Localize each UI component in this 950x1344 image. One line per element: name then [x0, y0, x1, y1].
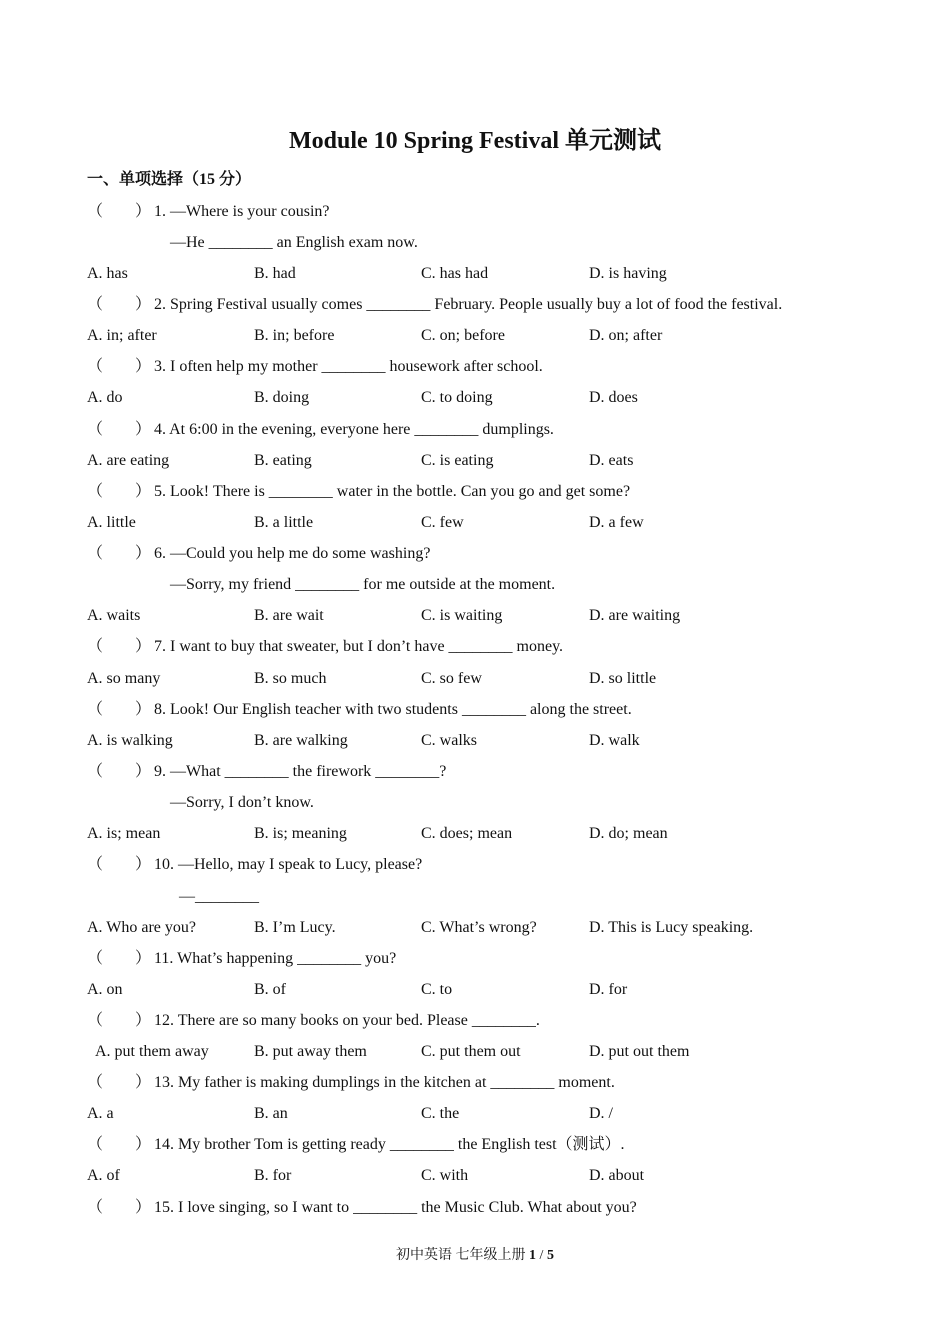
option-a: A. waits [87, 607, 141, 624]
page-title: Module 10 Spring Festival 单元测试 [288, 128, 661, 154]
answer-blank: （ ） [87, 545, 152, 562]
option-c: C. is eating [421, 452, 494, 469]
option-d: D. is having [589, 265, 667, 282]
option-b: B. are walking [254, 732, 348, 749]
answer-blank: （ ） [87, 1012, 152, 1029]
option-a: A. are eating [87, 452, 170, 469]
option-a: A. on [87, 981, 123, 998]
question-stem: 10. —Hello, may I speak to Lucy, please? [154, 856, 423, 873]
question-13 [87, 1072, 615, 1094]
option-a: A. do [87, 389, 123, 406]
question-6-follow: —Sorry, my friend ________ for me outside at the moment. [170, 576, 556, 593]
option-c: C. so few [421, 670, 482, 687]
question-14 [87, 1134, 625, 1156]
question-stem: 4. At 6:00 in the evening, everyone here ________ dumplings. [154, 421, 554, 438]
question-stem: 2. Spring Festival usually comes ________ February. People usually buy a lot of food the festival. [154, 296, 783, 313]
option-d: D. put out them [589, 1043, 690, 1060]
option-a: A. has [87, 265, 128, 282]
question-stem: 1. —Where is your cousin? [154, 203, 330, 220]
option-c: C. to [421, 981, 453, 998]
question-10 [87, 854, 422, 876]
option-a: A. Who are you? [87, 919, 196, 936]
option-a: A. put them away [95, 1043, 209, 1060]
answer-blank: （ ） [87, 856, 152, 873]
question-stem: 6. —Could you help me do some washing? [154, 545, 431, 562]
option-b: B. had [254, 265, 296, 282]
question-stem: 15. I love singing, so I want to ________ the Music Club. What about you? [154, 1199, 637, 1216]
option-c: C. does; mean [421, 825, 513, 842]
question-6 [87, 543, 430, 565]
option-b: B. for [254, 1167, 292, 1184]
option-c: C. has had [421, 265, 489, 282]
option-d: D. on; after [589, 327, 663, 344]
answer-blank: （ ） [87, 296, 152, 313]
question-stem: 12. There are so many books on your bed. Please ________. [154, 1012, 540, 1029]
page-separator: / [539, 1248, 544, 1263]
page-number: 1 [529, 1248, 537, 1263]
option-d: D. do; mean [589, 825, 668, 842]
question-3 [87, 356, 543, 378]
option-c: C. to doing [421, 389, 493, 406]
option-d: D. does [589, 389, 638, 406]
question-stem: 7. I want to buy that sweater, but I don’t have ________ money. [154, 638, 564, 655]
question-stem: 3. I often help my mother ________ housework after school. [154, 358, 543, 375]
option-b: B. so much [254, 670, 327, 687]
question-4 [87, 419, 554, 441]
answer-blank: （ ） [87, 1136, 152, 1153]
option-d: D. / [589, 1105, 613, 1122]
option-b: B. is; meaning [254, 825, 347, 842]
footer-text: 初中英语 七年级上册 [396, 1248, 526, 1263]
option-c: C. with [421, 1167, 469, 1184]
answer-blank: （ ） [87, 1199, 152, 1216]
question-stem: 14. My brother Tom is getting ready ________ the English test（测试）. [154, 1136, 625, 1153]
option-b: B. an [254, 1105, 288, 1122]
question-1-follow: —He ________ an English exam now. [170, 234, 418, 251]
option-a: A. is; mean [87, 825, 161, 842]
question-10-follow: —________ [179, 888, 259, 905]
answer-blank: （ ） [87, 638, 152, 655]
option-c: C. walks [421, 732, 477, 749]
option-b: B. a little [254, 514, 314, 531]
option-b: B. doing [254, 389, 310, 406]
answer-blank: （ ） [87, 203, 152, 220]
question-12 [87, 1010, 540, 1032]
option-a: A. of [87, 1167, 120, 1184]
option-d: D. eats [589, 452, 634, 469]
question-stem: 9. —What ________ the firework ________? [154, 763, 447, 780]
option-a: A. little [87, 514, 136, 531]
question-stem: 8. Look! Our English teacher with two students ________ along the street. [154, 701, 632, 718]
section-heading: 一、单项选择（15 分） [87, 171, 252, 188]
option-c: C. is waiting [421, 607, 503, 624]
question-1 [87, 201, 330, 223]
option-b: B. are wait [254, 607, 324, 624]
answer-blank: （ ） [87, 358, 152, 375]
answer-blank: （ ） [87, 950, 152, 967]
option-b: B. in; before [254, 327, 335, 344]
option-b: B. put away them [254, 1043, 367, 1060]
option-a: A. in; after [87, 327, 157, 344]
question-2 [87, 294, 782, 316]
question-15 [87, 1197, 637, 1219]
option-c: C. on; before [421, 327, 505, 344]
option-a: A. is walking [87, 732, 173, 749]
answer-blank: （ ） [87, 763, 152, 780]
question-9 [87, 761, 446, 783]
option-c: C. the [421, 1105, 460, 1122]
option-c: C. few [421, 514, 464, 531]
question-7 [87, 636, 563, 658]
question-8 [87, 699, 632, 721]
option-d: D. about [589, 1167, 645, 1184]
question-stem: 13. My father is making dumplings in the kitchen at ________ moment. [154, 1074, 615, 1091]
option-d: D. for [589, 981, 628, 998]
answer-blank: （ ） [87, 1074, 152, 1091]
answer-blank: （ ） [87, 701, 152, 718]
answer-blank: （ ） [87, 483, 152, 500]
question-5 [87, 481, 630, 503]
option-d: D. so little [589, 670, 657, 687]
question-stem: 5. Look! There is ________ water in the bottle. Can you go and get some? [154, 483, 631, 500]
option-a: A. a [87, 1105, 114, 1122]
question-9-follow: —Sorry, I don’t know. [170, 794, 314, 811]
question-11 [87, 948, 396, 970]
answer-blank: （ ） [87, 421, 152, 438]
question-stem: 11. What’s happening ________ you? [154, 950, 397, 967]
option-d: D. are waiting [589, 607, 681, 624]
option-d: D. a few [589, 514, 644, 531]
option-b: B. eating [254, 452, 312, 469]
option-a: A. so many [87, 670, 161, 687]
option-c: C. What’s wrong? [421, 919, 537, 936]
option-b: B. I’m Lucy. [254, 919, 336, 936]
option-c: C. put them out [421, 1043, 521, 1060]
option-d: D. walk [589, 732, 640, 749]
option-b: B. of [254, 981, 286, 998]
page-footer [0, 1246, 950, 1266]
page-total: 5 [546, 1248, 554, 1263]
option-d: D. This is Lucy speaking. [589, 919, 754, 936]
